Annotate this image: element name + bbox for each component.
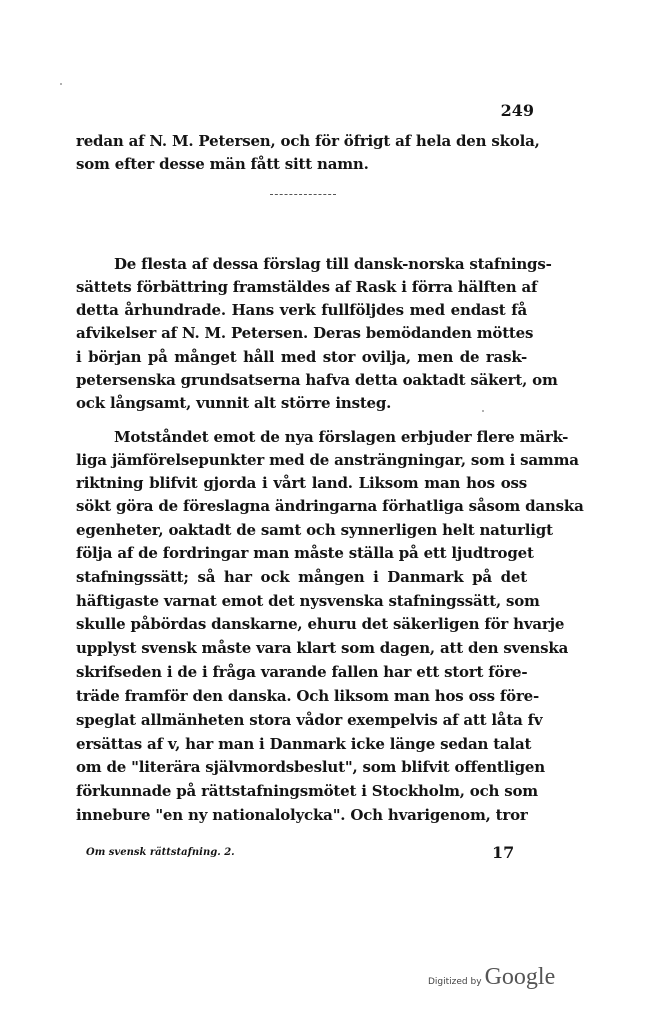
body-line: stafningssätt; så har ock mången i Danmark på det — [76, 568, 527, 586]
top-line: redan af N. M. Petersen, och för öfrigt af hela den skola, — [76, 132, 540, 150]
body-line: följa af de fordringar man måste ställa på ett ljudtroget — [76, 544, 534, 562]
watermark-prefix: Digitized by — [428, 977, 482, 987]
body-line: sökt göra de föreslagna ändringarna förhatliga såsom danska — [76, 497, 584, 515]
watermark-brand: Google — [484, 964, 556, 990]
body-line: skulle påbördas danskarne, ehuru det säkerligen för hvarje — [76, 615, 565, 633]
body-line: detta århundrade. Hans verk fullföljdes med endast få — [76, 301, 527, 319]
body-line: i början på månget håll med stor ovilja, men de rask- — [76, 348, 527, 366]
body-line: skrifseden i de i fråga varande fallen har ett stort före- — [76, 663, 528, 681]
section-divider — [270, 194, 336, 196]
body-line: speglat allmänheten stora vådor exempelvis af att låta fv — [76, 711, 543, 729]
body-line: egenheter, oaktadt de samt och synnerligen helt naturligt — [76, 521, 553, 539]
body-line: Motståndet emot de nya förslagen erbjuder flere märk- — [114, 428, 569, 446]
body-line: De flesta af dessa förslag till dansk-norska stafnings- — [114, 255, 552, 273]
body-line: träde framför den danska. Och liksom man hos oss före- — [76, 687, 540, 705]
body-line: afvikelser af N. M. Petersen. Deras bemödanden möttes — [76, 324, 534, 342]
body-line: ock långsamt, vunnit alt större insteg. — [76, 394, 392, 412]
watermark — [428, 964, 555, 991]
body-line: häftigaste varnat emot det nysvenska stafningssätt, som — [76, 592, 540, 610]
body-line: upplyst svensk måste vara klart som dagen, att den svenska — [76, 639, 569, 657]
speck — [60, 83, 62, 85]
body-line: förkunnade på rättstafningsmötet i Stockholm, och som — [76, 782, 538, 800]
body-line: liga jämförelsepunkter med de ansträngningar, som i samma — [76, 451, 579, 469]
body-line: petersenska grundsatserna hafva detta oaktadt säkert, om — [76, 371, 558, 389]
body-line: riktning blifvit gjorda i vårt land. Liksom man hos oss — [76, 474, 527, 492]
body-line: innebure "en ny nationalolycka". Och hvarigenom, tror — [76, 806, 528, 824]
body-line: sättets förbättring framstäldes af Rask i förra hälften af — [76, 278, 538, 296]
speck — [482, 410, 484, 412]
top-line: som efter desse män fått sitt namn. — [76, 155, 369, 173]
signature-mark: 17 — [492, 843, 515, 862]
page-number: 249 — [500, 101, 534, 120]
body-line: ersättas af v, har man i Danmark icke länge sedan talat — [76, 735, 532, 753]
footer-title: Om svensk rättstafning. 2. — [86, 847, 235, 858]
body-line: om de "literära självmordsbeslut", som blifvit offentligen — [76, 758, 545, 776]
